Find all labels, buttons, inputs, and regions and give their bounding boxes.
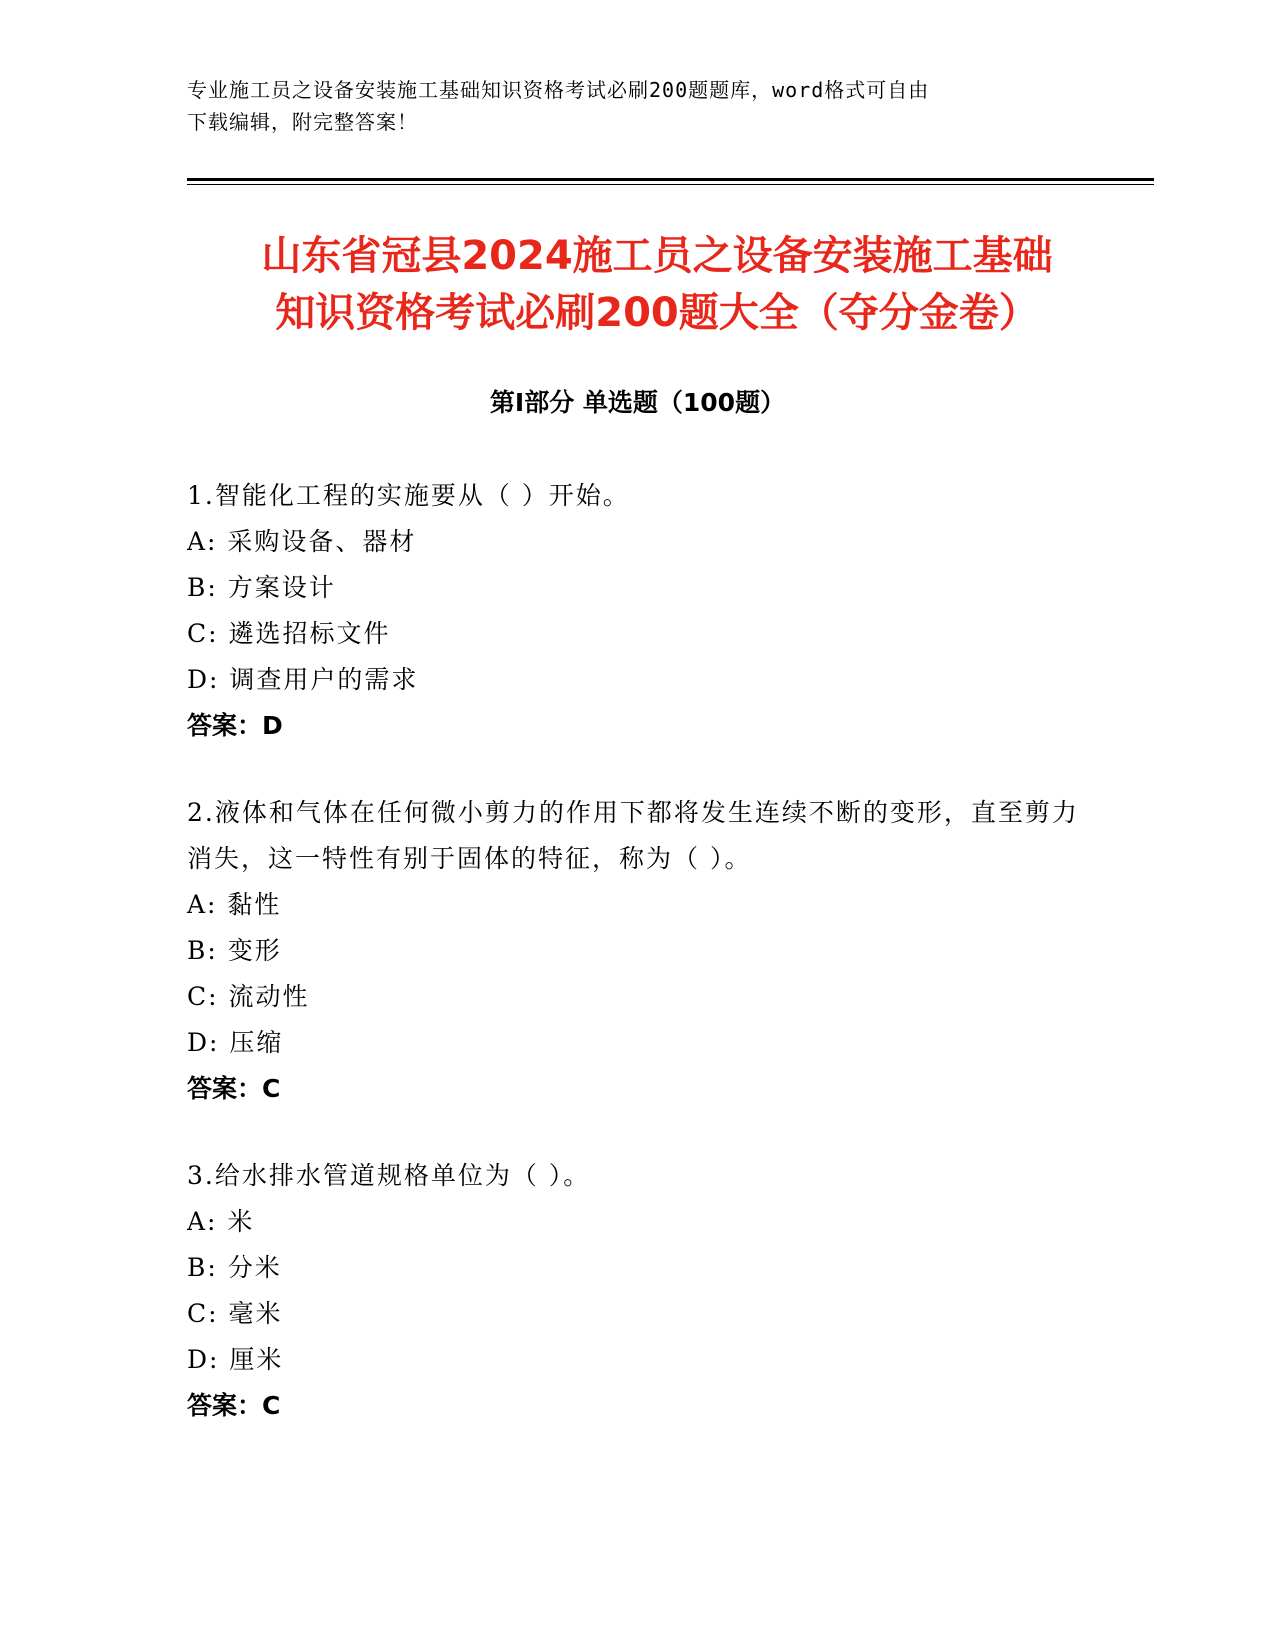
option-a: A: 采购设备、器材 [187,527,417,556]
document-title-line-2: 知识资格考试必刷200题大全（夺分金卷） [275,290,1039,336]
answer-label: 答案：C [187,1391,281,1420]
question-item [187,473,1087,749]
section-title: 第Ⅰ部分 单选题（100题） [489,388,786,417]
question-item [187,1153,1087,1429]
header-note-line-2: 下载编辑，附完整答案！ [187,110,418,134]
option-c: C: 毫米 [187,1299,283,1328]
document-title-line-1: 山东省冠县2024施工员之设备安装施工基础 [261,233,1053,279]
question-text: 2.液体和气体在任何微小剪力的作用下都将发生连续不断的变形，直至剪力消失，这一特性有别于固体的特征，称为（ ）。 [187,798,1079,873]
question-text: 3.给水排水管道规格单位为（ ）。 [187,1161,591,1190]
answer-label: 答案：C [187,1074,281,1103]
document-title [187,228,1127,342]
option-d: D: 调查用户的需求 [187,665,419,694]
option-b: B: 变形 [187,936,282,965]
option-d: D: 厘米 [187,1345,284,1374]
option-a: A: 米 [187,1207,255,1236]
option-c: C: 流动性 [187,982,310,1011]
header-divider-thin [187,184,1154,185]
header-note [187,74,1087,138]
option-d: D: 压缩 [187,1028,284,1057]
question-item [187,790,1087,1112]
option-a: A: 黏性 [187,890,282,919]
option-b: B: 分米 [187,1253,282,1282]
header-divider-thick [187,178,1154,181]
answer-label: 答案：D [187,711,283,740]
option-b: B: 方案设计 [187,573,336,602]
question-text: 1.智能化工程的实施要从（ ）开始。 [187,481,630,510]
option-c: C: 遴选招标文件 [187,619,391,648]
header-note-line-1: 专业施工员之设备安装施工基础知识资格考试必刷200题题库，word格式可自由 [187,78,930,102]
